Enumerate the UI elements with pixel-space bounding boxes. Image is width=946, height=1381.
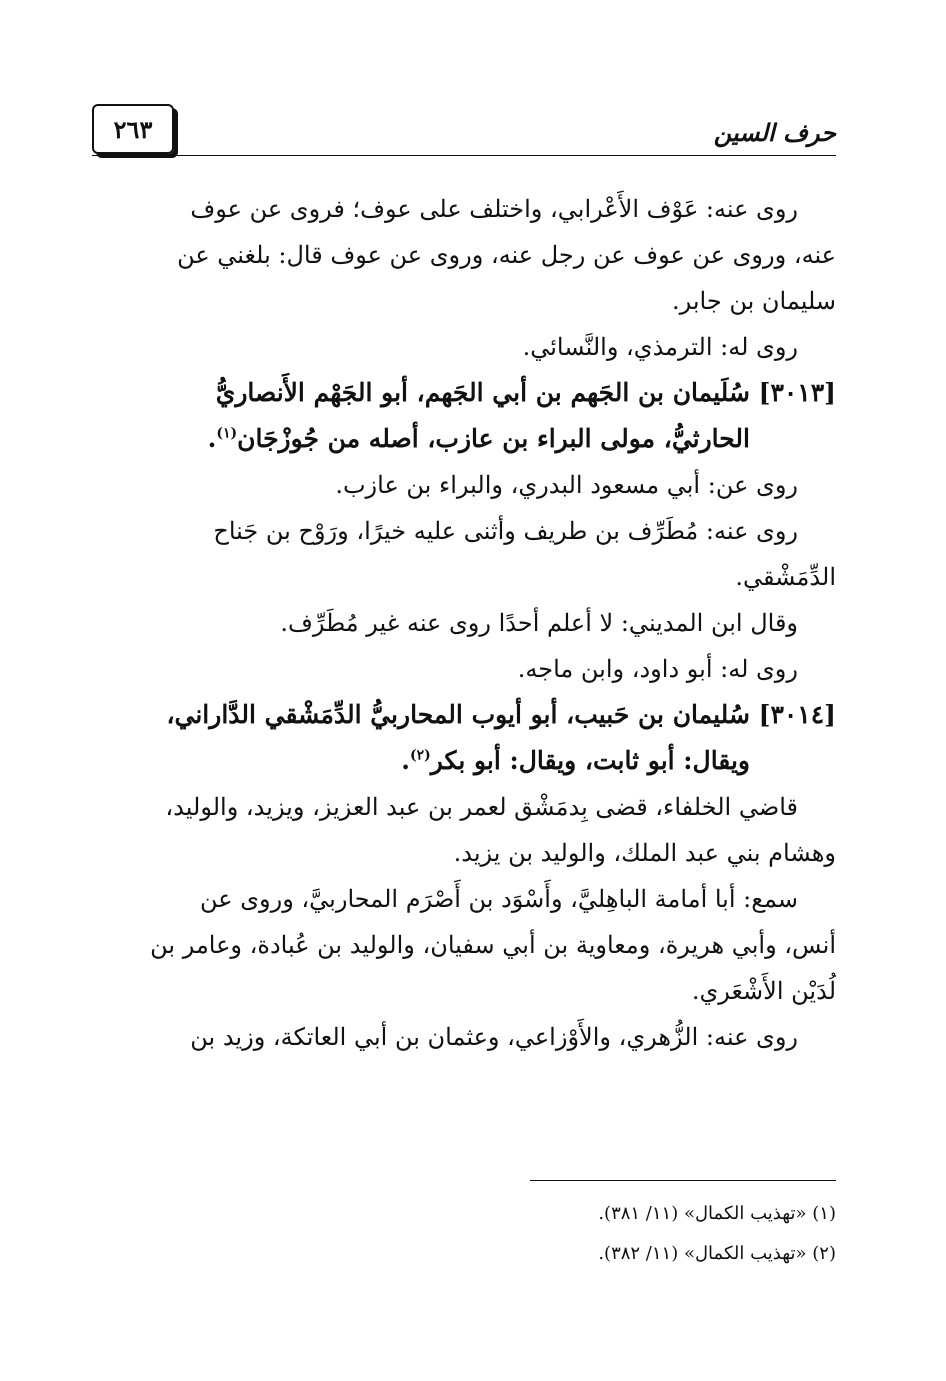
text-line: روى عنه: الزُّهري، والأَوْزاعي، وعثمان بن أبي العاتكة، وزيد بن bbox=[190, 1023, 798, 1051]
header-divider bbox=[92, 155, 836, 156]
entry-heading-3013: [٣٠١٣] سُلَيمان بن الجَهم بن أبي الجَهم، أبو الجَهْم الأَنصاريُّ bbox=[215, 378, 836, 407]
text-line: أنس، وأبي هريرة، ومعاوية بن أبي سفيان، والوليد بن عُبادة، وعامر بن bbox=[150, 931, 836, 959]
entry-heading-3014-cont bbox=[92, 738, 836, 784]
text-line: روى له: الترمذي، والنَّسائي. bbox=[522, 333, 798, 361]
text-line: الدِّمَشْقي. bbox=[735, 563, 836, 591]
entry-heading-3013-cont bbox=[92, 416, 836, 462]
text-line: لُدَيْن الأَشْعَري. bbox=[691, 977, 836, 1005]
page-number: ٢٦٣ bbox=[92, 104, 174, 154]
text-line: روى عن: أبي مسعود البدري، والبراء بن عازب. bbox=[335, 471, 798, 499]
main-text bbox=[92, 186, 836, 1060]
text-line: روى عنه: عَوْف الأَعْرابي، واختلف على عوف؛ فروى عن عوف bbox=[190, 195, 798, 223]
footnote-divider bbox=[530, 1180, 836, 1181]
entry-text: الحارثيُّ، مولى البراء بن عازب، أصله من جُوزْجَان bbox=[237, 424, 750, 453]
footnote-ref: (١) bbox=[216, 425, 238, 442]
text-line: روى له: أبو داود، وابن ماجه. bbox=[517, 655, 798, 683]
text-line: روى عنه: مُطَرِّف بن طريف وأثنى عليه خيرًا، ورَوْح بن جَناح bbox=[213, 517, 798, 545]
running-header-title: حرف السين bbox=[713, 118, 836, 147]
footnotes bbox=[136, 1194, 836, 1274]
entry-end: . bbox=[207, 424, 217, 453]
text-line: سليمان بن جابر. bbox=[671, 287, 836, 315]
text-line: قاضي الخلفاء، قضى بِدمَشْق لعمر بن عبد العزيز، ويزيد، والوليد، bbox=[165, 793, 798, 821]
text-line: سمع: أبا أمامة الباهِليَّ، وأَسْوَد بن أَصْرَم المحاربيَّ، وروى عن bbox=[200, 885, 798, 913]
footnote-1: (١) «تهذيب الكمال» (١١/ ٣٨١). bbox=[598, 1203, 836, 1224]
footnote-2: (٢) «تهذيب الكمال» (١١/ ٣٨٢). bbox=[598, 1243, 836, 1264]
text-line: عنه، وروى عن عوف عن رجل عنه، وروى عن عوف قال: بلغني عن bbox=[177, 241, 836, 269]
text-line: وهشام بني عبد الملك، والوليد بن يزيد. bbox=[453, 839, 836, 867]
entry-heading-3014: [٣٠١٤] سُليمان بن حَبيب، أبو أيوب المحاربيُّ الدِّمَشْقي الدَّاراني، bbox=[166, 700, 836, 729]
entry-end: . bbox=[401, 746, 410, 775]
entry-text: ويقال: أبو ثابت، ويقال: أبو بكر bbox=[430, 746, 750, 775]
text-line: وقال ابن المديني: لا أعلم أحدًا روى عنه غير مُطَرِّف. bbox=[280, 609, 798, 637]
footnote-ref: (٢) bbox=[409, 747, 431, 764]
